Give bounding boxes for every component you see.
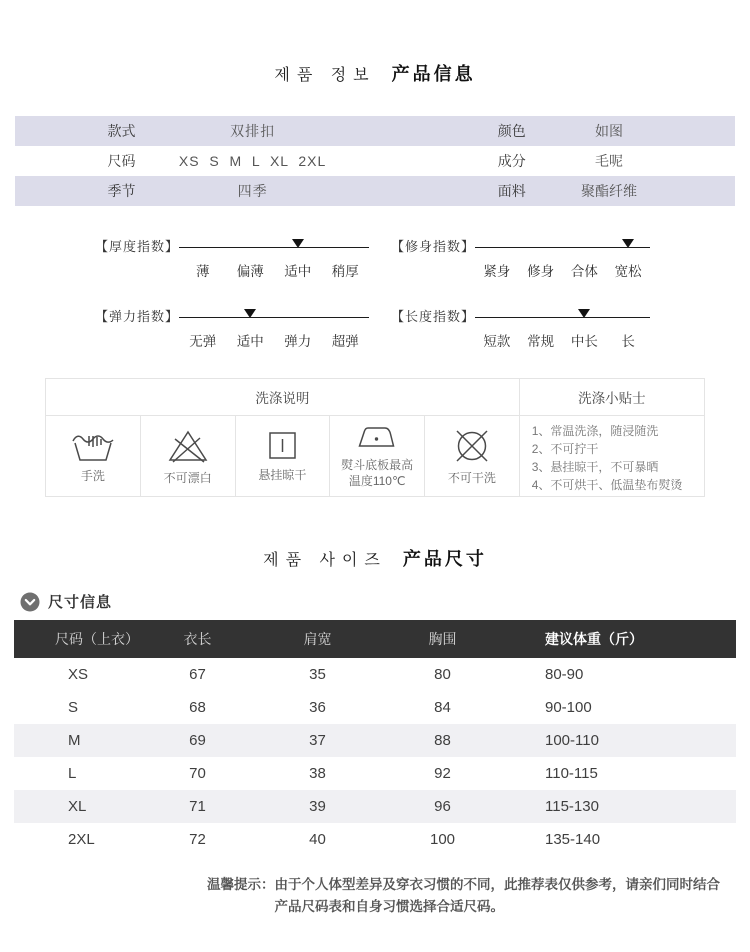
size-cell: 70 <box>189 765 206 782</box>
washing-instructions-header: 洗涤说明 <box>46 379 520 415</box>
attr-row <box>15 146 735 176</box>
size-cell: 88 <box>434 732 451 749</box>
size-cell: 90-100 <box>545 699 592 716</box>
size-cell: S <box>68 699 79 716</box>
scale-marker-icon <box>622 239 634 248</box>
warm-tip-note <box>207 874 750 918</box>
size-info-heading[interactable] <box>20 591 750 612</box>
size-header-cell: 肩宽 <box>303 631 332 647</box>
scale-item: 稍厚 <box>331 264 359 279</box>
attr-value: 双排扣 <box>230 123 276 139</box>
size-cell: 69 <box>189 732 206 749</box>
attr-value: XS S M L XL 2XL <box>178 153 327 169</box>
title-korean: 제품 사이즈 <box>263 552 387 569</box>
attr-label: 款式 <box>107 123 136 139</box>
attr-label: 面料 <box>497 183 526 199</box>
product-attributes-table <box>15 116 735 206</box>
title-chinese: 产品尺寸 <box>402 549 487 569</box>
size-header-cell: 胸围 <box>428 631 457 647</box>
size-table-header <box>14 620 736 658</box>
size-cell: XL <box>68 798 87 815</box>
washing-tips-list <box>520 416 704 496</box>
wash-care-cell <box>141 416 236 496</box>
note-label: 温馨提示： <box>207 877 275 892</box>
chevron-down-icon <box>20 592 40 612</box>
scale-item: 弹力 <box>284 334 312 349</box>
size-cell: 115-130 <box>545 798 599 815</box>
scale-line <box>179 308 369 326</box>
scale-line <box>475 308 650 326</box>
scale-marker-icon <box>292 239 304 248</box>
attr-value: 四季 <box>237 183 268 199</box>
note-text: 由于个人体型差异及穿衣习惯的不同，此推荐表仅供参考，请亲们同时结合产品尺码表和自身习惯选择合适尺码。 <box>274 877 720 914</box>
wash-care-label: 手洗 <box>80 468 105 483</box>
attr-label: 尺码 <box>107 153 136 169</box>
washing-table-header <box>46 379 704 416</box>
size-cell: M <box>68 732 81 749</box>
wash-care-cell <box>46 416 141 496</box>
attr-value: 毛呢 <box>595 153 623 169</box>
washing-tip: 3、悬挂晾干，不可暴晒 <box>531 460 659 474</box>
size-header-cell: 尺码（上衣） <box>55 631 139 647</box>
scale-item: 长 <box>621 334 635 349</box>
size-cell: 2XL <box>68 831 95 848</box>
scale-label: 【修身指数】 <box>390 239 475 254</box>
size-row-l <box>14 757 736 790</box>
scale-item: 合体 <box>570 264 598 279</box>
scale-item: 宽松 <box>614 264 642 279</box>
scale-elasticity <box>95 308 369 350</box>
no-dry-clean-icon <box>451 427 493 465</box>
size-cell: 135-140 <box>545 831 601 848</box>
size-header-cell: 衣长 <box>183 631 212 647</box>
size-cell: 67 <box>189 666 206 683</box>
size-cell: 39 <box>309 798 326 815</box>
wash-care-cell <box>425 416 520 496</box>
size-cell: 38 <box>309 765 326 782</box>
scale-item: 适中 <box>236 334 264 349</box>
size-cell: 71 <box>189 798 206 815</box>
scale-item: 适中 <box>284 264 312 279</box>
scale-item: 紧身 <box>483 264 511 279</box>
size-cell: 36 <box>309 699 326 716</box>
wash-care-label: 不可漂白 <box>163 470 212 485</box>
hang-dry-icon <box>263 429 301 462</box>
washing-tip: 4、不可烘干、低温垫布熨烫 <box>531 478 683 492</box>
no-bleach-icon <box>166 427 210 465</box>
wash-care-label: 熨斗底板最高温度110℃ <box>341 457 414 488</box>
wash-care-label: 不可干洗 <box>447 470 496 485</box>
size-row-2xl <box>14 823 736 856</box>
size-cell: 37 <box>309 732 326 749</box>
size-cell: 40 <box>309 831 326 848</box>
washing-table-body <box>46 416 704 496</box>
washing-care-table <box>45 378 705 497</box>
scale-line <box>179 238 369 256</box>
scale-label: 【长度指数】 <box>390 309 475 324</box>
scale-label: 【厚度指数】 <box>95 239 180 254</box>
size-header-cell: 建议体重（斤） <box>545 631 643 647</box>
attr-label: 颜色 <box>497 123 526 139</box>
attr-row <box>15 176 735 206</box>
scale-fit <box>391 238 650 280</box>
size-cell: 84 <box>434 699 451 716</box>
scale-item: 修身 <box>527 264 555 279</box>
scale-item: 中长 <box>570 334 598 349</box>
size-cell: 100-110 <box>545 732 599 749</box>
size-cell: L <box>68 765 77 782</box>
size-row-xs <box>14 658 736 691</box>
scale-item: 偏薄 <box>236 264 264 279</box>
size-info-label: 尺寸信息 <box>48 594 113 611</box>
scale-length <box>391 308 650 350</box>
scale-item: 薄 <box>196 264 210 279</box>
attr-value: 如图 <box>595 123 623 139</box>
size-row-xl <box>14 790 736 823</box>
size-cell: 110-115 <box>545 765 598 782</box>
wash-care-cell <box>236 416 331 496</box>
size-cell: 68 <box>189 699 206 716</box>
section-title-product-size <box>0 545 750 571</box>
title-chinese: 产品信息 <box>391 64 476 84</box>
index-scales <box>95 238 650 350</box>
attr-value: 聚酯纤维 <box>581 183 637 199</box>
size-cell: XS <box>68 666 89 683</box>
size-row-s <box>14 691 736 724</box>
size-cell: 96 <box>434 798 451 815</box>
washing-tips-header: 洗涤小贴士 <box>578 391 646 406</box>
size-cell: 35 <box>309 666 326 683</box>
size-cell: 80 <box>434 666 451 683</box>
scale-item: 无弹 <box>189 334 217 349</box>
attr-label: 季节 <box>107 183 136 199</box>
section-title-product-info <box>0 0 750 86</box>
washing-tip: 1、常温洗涤，随浸随洗 <box>531 424 659 438</box>
scale-item: 短款 <box>483 334 511 349</box>
scale-label: 【弹力指数】 <box>95 309 180 324</box>
scale-marker-icon <box>578 309 590 318</box>
title-korean: 제품 정보 <box>274 67 376 84</box>
size-cell: 100 <box>429 831 456 848</box>
scale-item: 常规 <box>527 334 555 349</box>
size-cell: 72 <box>189 831 206 848</box>
wash-care-cell <box>330 416 425 496</box>
size-row-m <box>14 724 736 757</box>
scale-item: 超弹 <box>331 334 359 349</box>
size-cell: 92 <box>434 765 451 782</box>
attr-label: 成分 <box>497 153 526 169</box>
washing-tip: 2、不可拧干 <box>531 442 599 456</box>
scale-marker-icon <box>244 309 256 318</box>
scale-thickness <box>95 238 369 280</box>
attr-row <box>15 116 735 146</box>
iron-max-110-icon <box>355 424 399 452</box>
hand-wash-icon <box>71 429 115 463</box>
scale-line <box>475 238 650 256</box>
size-cell: 80-90 <box>545 666 584 683</box>
wash-care-label: 悬挂晾干 <box>258 468 307 482</box>
size-table <box>14 620 736 856</box>
